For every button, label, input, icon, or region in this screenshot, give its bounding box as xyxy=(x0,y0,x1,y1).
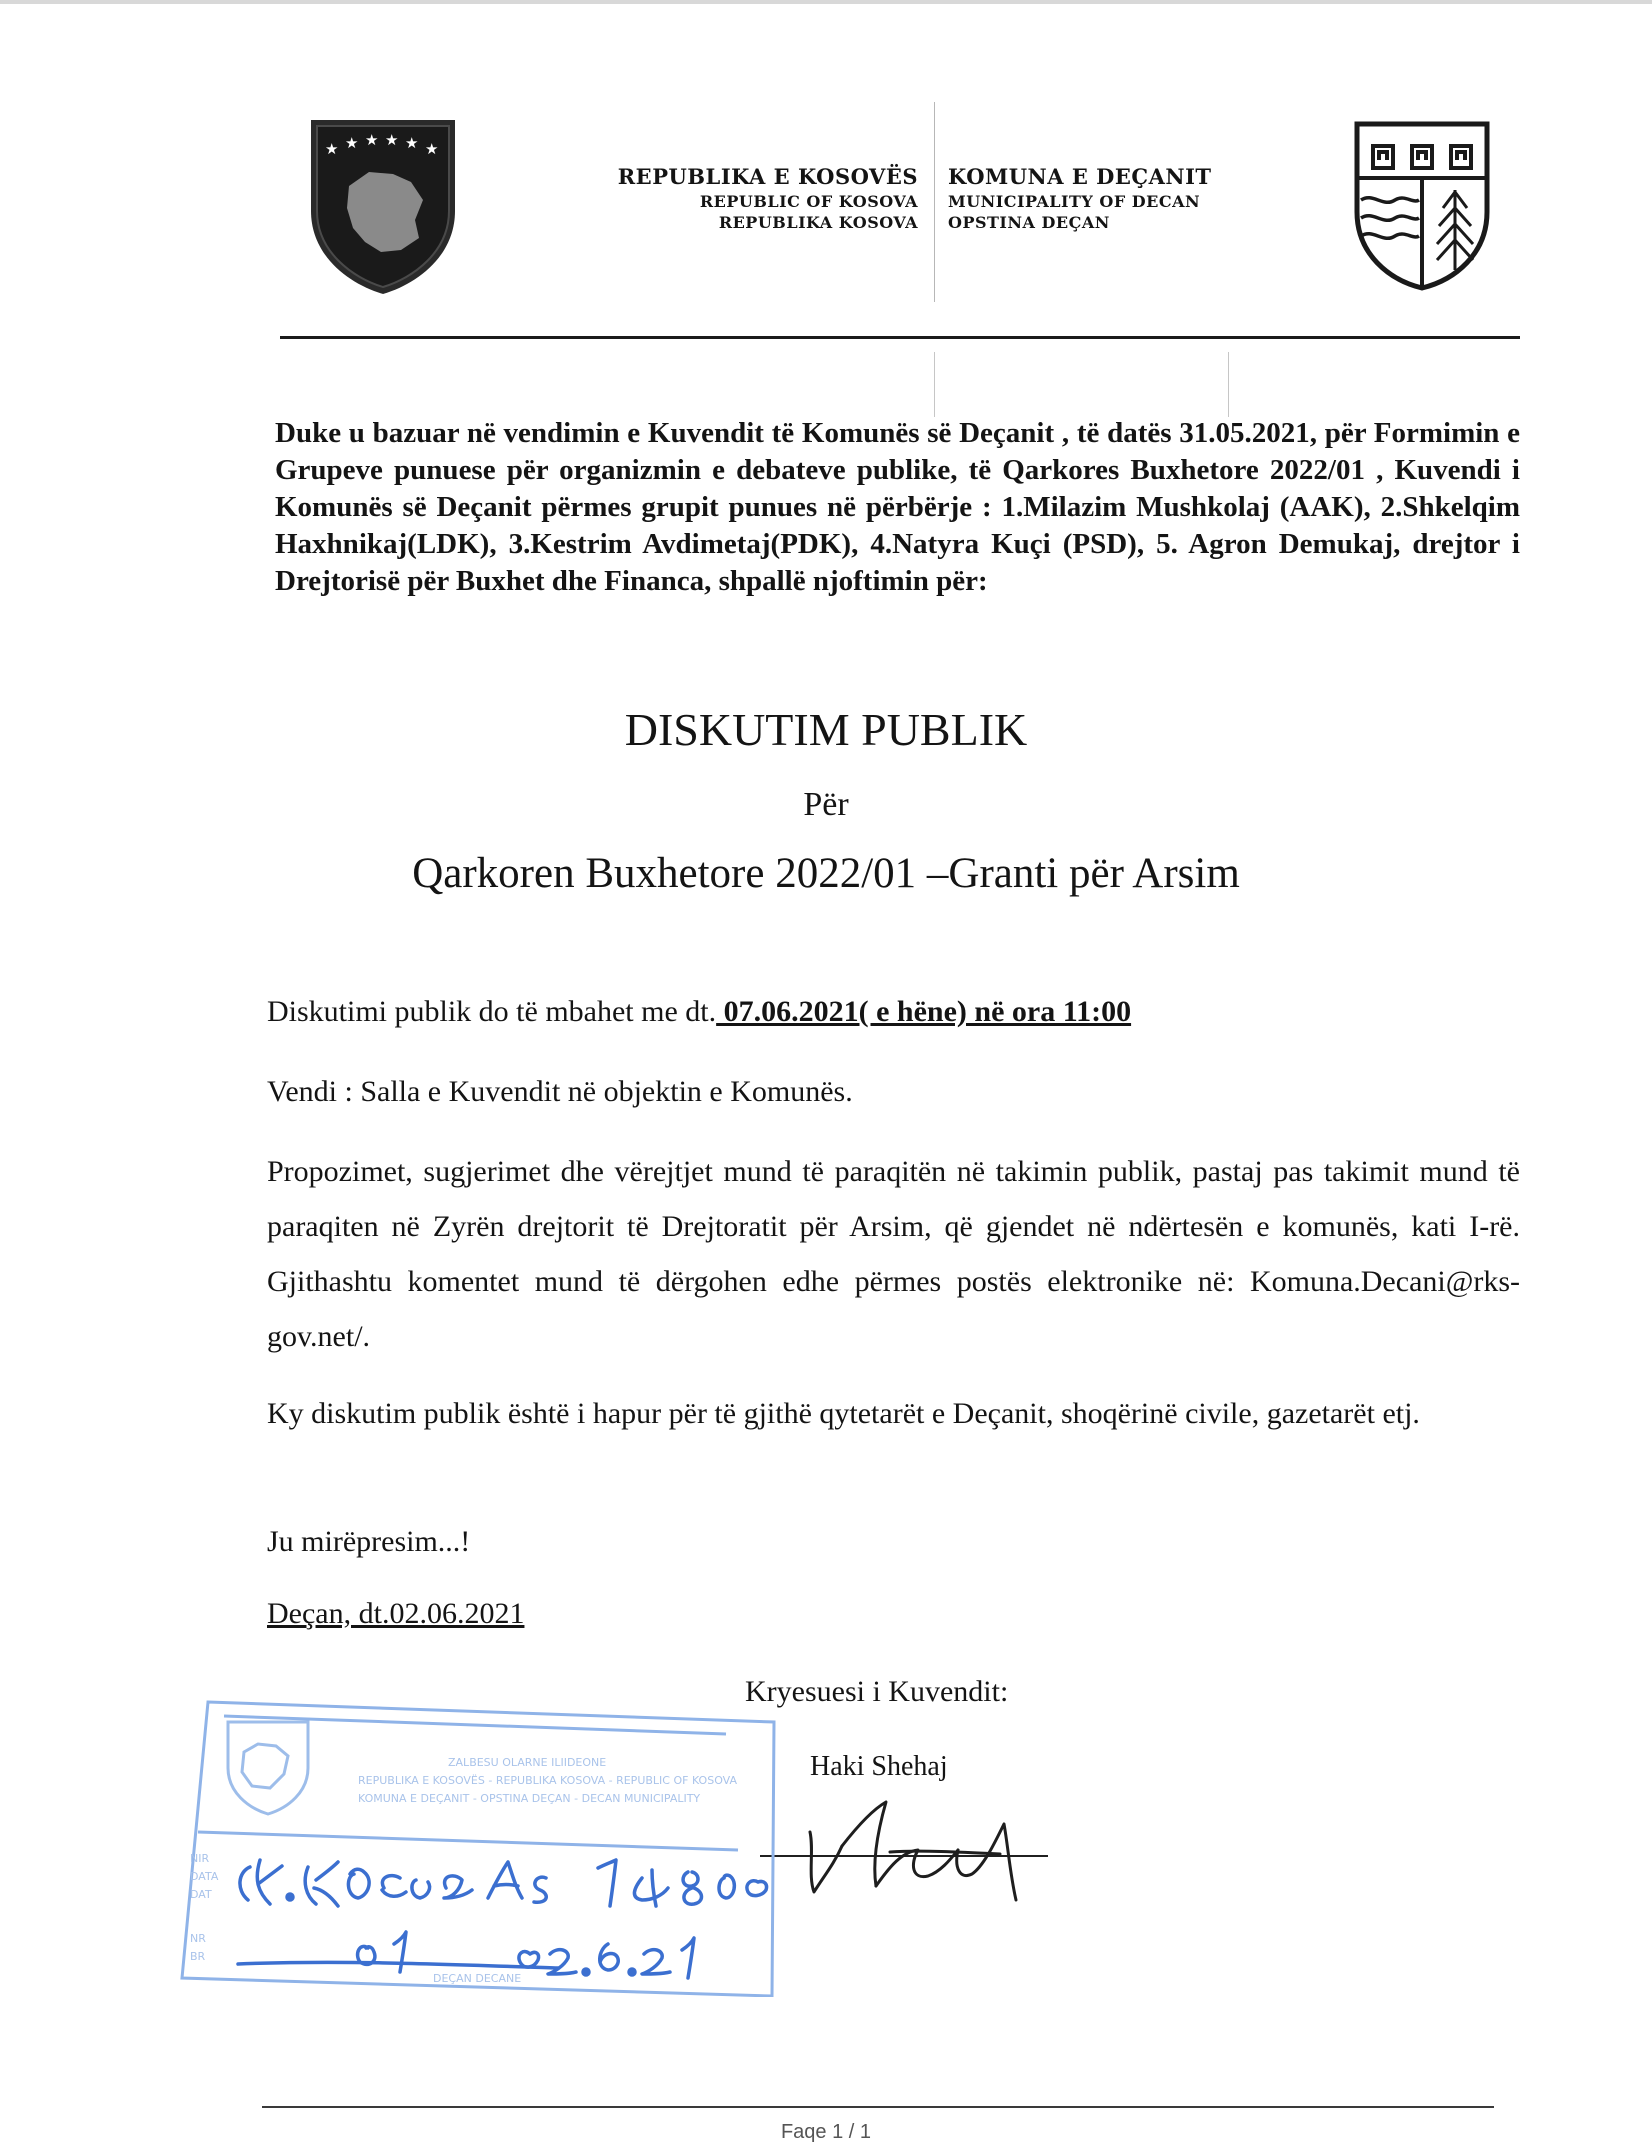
open-note-paragraph: Ky diskutim publik është i hapur për të gjithë qytetarët e Deçanit, shoqërinë civile, gazetarët etj. xyxy=(267,1397,1420,1430)
header-left-block xyxy=(460,163,918,233)
chair-title: Kryesuesi i Kuvendit: xyxy=(745,1675,1009,1708)
svg-text:★: ★ xyxy=(325,140,339,158)
svg-text:KOMUNA E DEÇANIT - OPSTINA DEÇ: KOMUNA E DEÇANIT - OPSTINA DEÇAN - DECAN MUNICIPALITY xyxy=(358,1792,701,1805)
page-number: Faqe 1 / 1 xyxy=(780,2121,872,2143)
header-rule xyxy=(280,336,1520,339)
svg-text:★: ★ xyxy=(365,131,379,149)
welcome-line: Ju mirëpresim...! xyxy=(267,1525,471,1558)
meeting-prefix: Diskutimi publik do të mbahet me dt. xyxy=(267,995,717,1028)
proposals-paragraph: Propozimet, sugjerimet dhe vërejtjet mund të paraqitën në takimin publik, pastaj pas takimit mund të paraqiten në Zyrën drejtorit të Drejtoratit për Arsim, që gjendet në ndërtesën e komunës, kati I-rë. Gjithashtu komentet mund të dërgohen edhe përmes postës elektronike në: Komuna.Decani@rks-gov.net/. xyxy=(267,1155,1520,1353)
venue-line: Vendi : Salla e Kuvendit në objektin e Komunës. xyxy=(267,1075,853,1108)
header-right-line-2: MUNICIPALITY OF DECAN xyxy=(948,192,1201,211)
kosovo-coat-of-arms-icon xyxy=(307,116,459,296)
registry-stamp xyxy=(178,1692,781,1997)
header-right-line-3: OPSTINA DEÇAN xyxy=(948,213,1110,232)
scan-mark xyxy=(934,352,935,417)
scan-border xyxy=(0,0,1652,4)
header-left-line-1: REPUBLIKA E KOSOVËS xyxy=(617,164,918,189)
place-date: Deçan, dt.02.06.2021 xyxy=(267,1597,525,1630)
svg-text:NIR: NIR xyxy=(190,1852,210,1865)
svg-text:DAT: DAT xyxy=(190,1888,212,1901)
svg-text:★: ★ xyxy=(385,131,399,149)
chair-name: Haki Shehaj xyxy=(810,1751,948,1782)
scan-mark xyxy=(1228,352,1229,417)
svg-text:REPUBLIKA E KOSOVËS - REPUBLIK: REPUBLIKA E KOSOVËS - REPUBLIKA KOSOVA - REPUBLIC OF KOSOVA xyxy=(358,1774,738,1787)
header-right-block xyxy=(948,163,1348,233)
svg-text:DATA: DATA xyxy=(190,1870,219,1883)
intro-paragraph: Duke u bazuar në vendimin e Kuvendit të Komunës së Deçanit , të datës 31.05.2021, për Formimin e Grupeve punuese për organizmin e debateve publike, të Qarkores Buxhetore 2022/01 , Kuvendi i Komunës së Deçanit përmes grupit punues në përbërje : 1.Milazim Mushkolaj (AAK), 2.Shkelqim Haxhnikaj(LDK), 3.Kestrim Avdimetaj(PDK), 4.Natyra Kuçi (PSD), 5. Agron Demukaj, drejtor i Drejtorisë për Buxhet dhe Financa, shpallë njoftimin për: xyxy=(275,417,1520,597)
title-per: Për xyxy=(803,786,849,823)
header-left-line-2: REPUBLIC OF KOSOVA xyxy=(699,192,918,211)
svg-text:NR: NR xyxy=(190,1932,206,1945)
header-divider xyxy=(934,102,935,302)
svg-text:BR: BR xyxy=(190,1950,206,1963)
stamp-emblem xyxy=(228,1722,308,1814)
meeting-date-time: 07.06.2021( e hëne) në ora 11:00 xyxy=(716,995,1132,1028)
meeting-line xyxy=(267,992,1520,1032)
svg-text:★: ★ xyxy=(345,134,359,152)
handwritten-signature xyxy=(790,1780,1075,1910)
svg-text:★: ★ xyxy=(405,134,419,152)
footer-rule xyxy=(262,2106,1494,2108)
svg-text:ZALBESU OLARNE ILIIDEONE: ZALBESU OLARNE ILIIDEONE xyxy=(448,1756,607,1769)
document-title: DISKUTIM PUBLIK xyxy=(624,704,1028,755)
document-subtitle: Qarkoren Buxhetore 2022/01 –Granti për Arsim xyxy=(412,850,1240,897)
decan-municipality-emblem-icon xyxy=(1353,120,1491,292)
header-left-line-3: REPUBLIKA KOSOVA xyxy=(718,213,918,232)
header-right-line-1: KOMUNA E DEÇANIT xyxy=(948,164,1212,189)
svg-text:★: ★ xyxy=(425,140,439,158)
svg-text:DEÇAN DECANE: DEÇAN DECANE xyxy=(433,1972,522,1985)
